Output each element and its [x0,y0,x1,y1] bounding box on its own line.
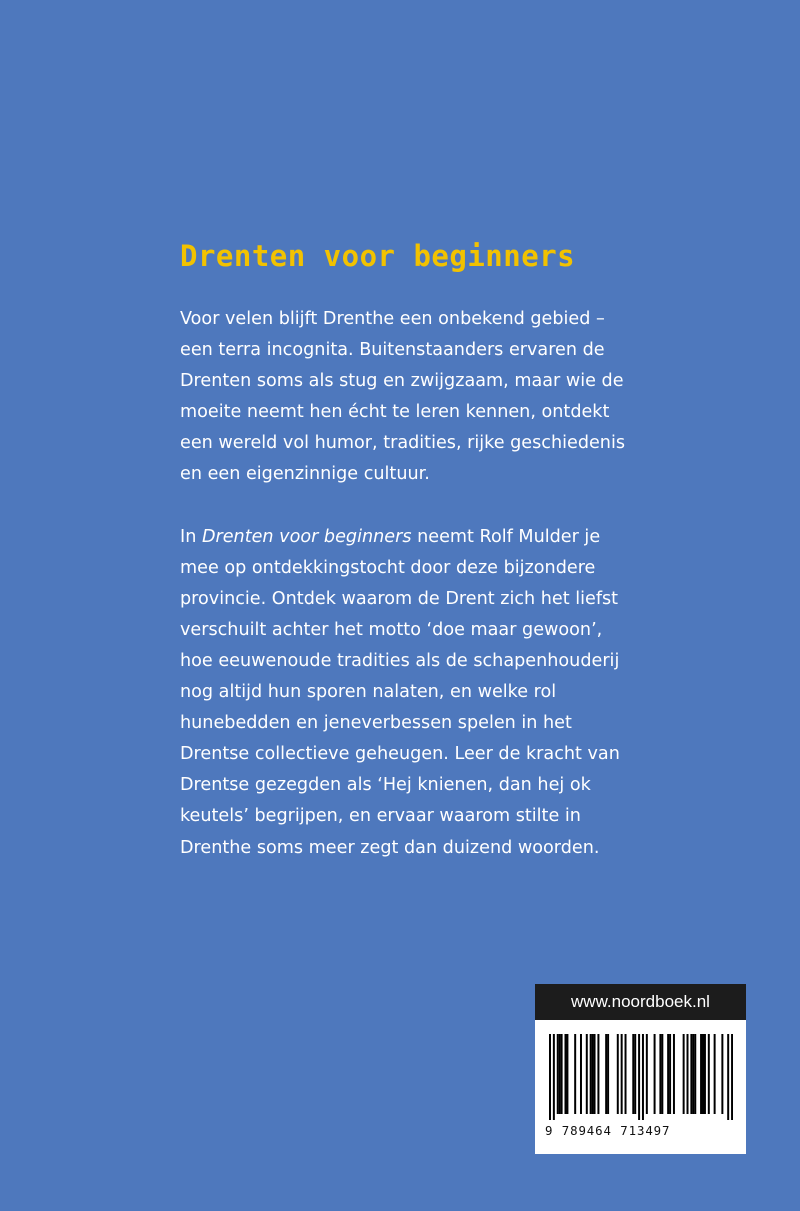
barcode-bar [617,1034,619,1114]
barcode-bar [559,1034,561,1114]
text-fragment: In [180,526,202,547]
barcode-bar [549,1034,551,1120]
text-line [180,522,650,553]
text-line: Drenthe soms meer zegt dan duizend woorden. [180,837,600,858]
barcode-bar [625,1034,627,1114]
barcode-bar [714,1034,716,1114]
book-title: Drenten voor beginners [180,239,576,273]
blurb [180,304,650,895]
barcode-panel [535,984,746,1154]
barcode-bar [597,1034,599,1114]
barcode-bar [646,1034,648,1114]
text-line: Drentse gezegden als ‘Hej knienen, dan hej ok [180,775,591,796]
blurb-paragraph-2 [180,522,650,864]
text-line: Drentse collectieve geheugen. Leer de kracht van [180,744,620,765]
text-line: provincie. Ontdek waarom de Drent zich het liefst [180,588,619,609]
barcode-bar [607,1034,609,1114]
barcode-bar [654,1034,656,1114]
text-fragment: neemt Rolf Mulder je [411,526,601,547]
barcode-bar [673,1034,675,1114]
text-line: Drenten soms als stug en zwijgzaam, maar wie de [180,371,624,392]
book-title-italic: Drenten voor beginners [201,526,412,547]
barcode-bar [586,1034,588,1114]
text-line: nog altijd hun sporen nalaten, en welke rol [180,682,557,703]
barcode-bar [564,1034,566,1114]
barcode-bar [692,1034,694,1114]
barcode-bar [669,1034,671,1114]
publisher-url: www.noordboek.nl [535,984,746,1020]
text-line: hunebedden en jeneverbessen spelen in het [180,713,572,734]
barcode-bar [731,1034,733,1120]
barcode-bar [704,1034,706,1114]
barcode-bar [687,1034,689,1114]
barcode-bar [708,1034,710,1114]
barcode-bar [592,1034,594,1114]
barcode-bar [632,1034,634,1114]
text-line: een wereld vol humor, tradities, rijke geschiedenis [180,433,626,454]
barcode-bar [634,1034,636,1114]
isbn-number: 9 789464 713497 [545,1123,671,1138]
blurb-paragraph-1 [180,304,650,491]
barcode-bar [594,1034,596,1114]
barcode-bar [580,1034,582,1114]
text-line: een terra incognita. Buitenstaanders ervaren de [180,340,605,361]
barcode-bar [590,1034,592,1114]
barcode-bar [659,1034,661,1114]
text-line: mee op ontdekkingstocht door deze bijzondere [180,557,596,578]
barcode-bar [642,1034,644,1120]
barcode-bar [605,1034,607,1114]
barcode-image [549,1034,733,1120]
barcode-bar [661,1034,663,1114]
barcode-bar [553,1034,555,1120]
text-line: keutels’ begrijpen, en ervaar waarom stilte in [180,806,581,827]
barcode-bar [574,1034,576,1114]
text-line: en een eigenzinnige cultuur. [180,464,430,485]
text-line: verschuilt achter het motto ‘doe maar gewoon’, [180,619,603,640]
barcode-bar [700,1034,702,1114]
text-line: hoe eeuwenoude tradities als de schapenhouderij [180,650,620,671]
barcode-bar [557,1034,559,1114]
barcode-bar [721,1034,723,1114]
barcode-bar [667,1034,669,1114]
barcode-bar [638,1034,640,1120]
barcode-bar [727,1034,729,1120]
barcode-bar [683,1034,685,1114]
text-line: Voor velen blijft Drenthe een onbekend gebied – [180,309,605,329]
barcode-bar [561,1034,563,1114]
barcode-bar [566,1034,568,1114]
barcode-bar [702,1034,704,1114]
barcode-bar [621,1034,623,1114]
text-line: moeite neemt hen écht te leren kennen, ontdekt [180,402,610,423]
barcode-bar [690,1034,692,1114]
barcode-bar [694,1034,696,1114]
